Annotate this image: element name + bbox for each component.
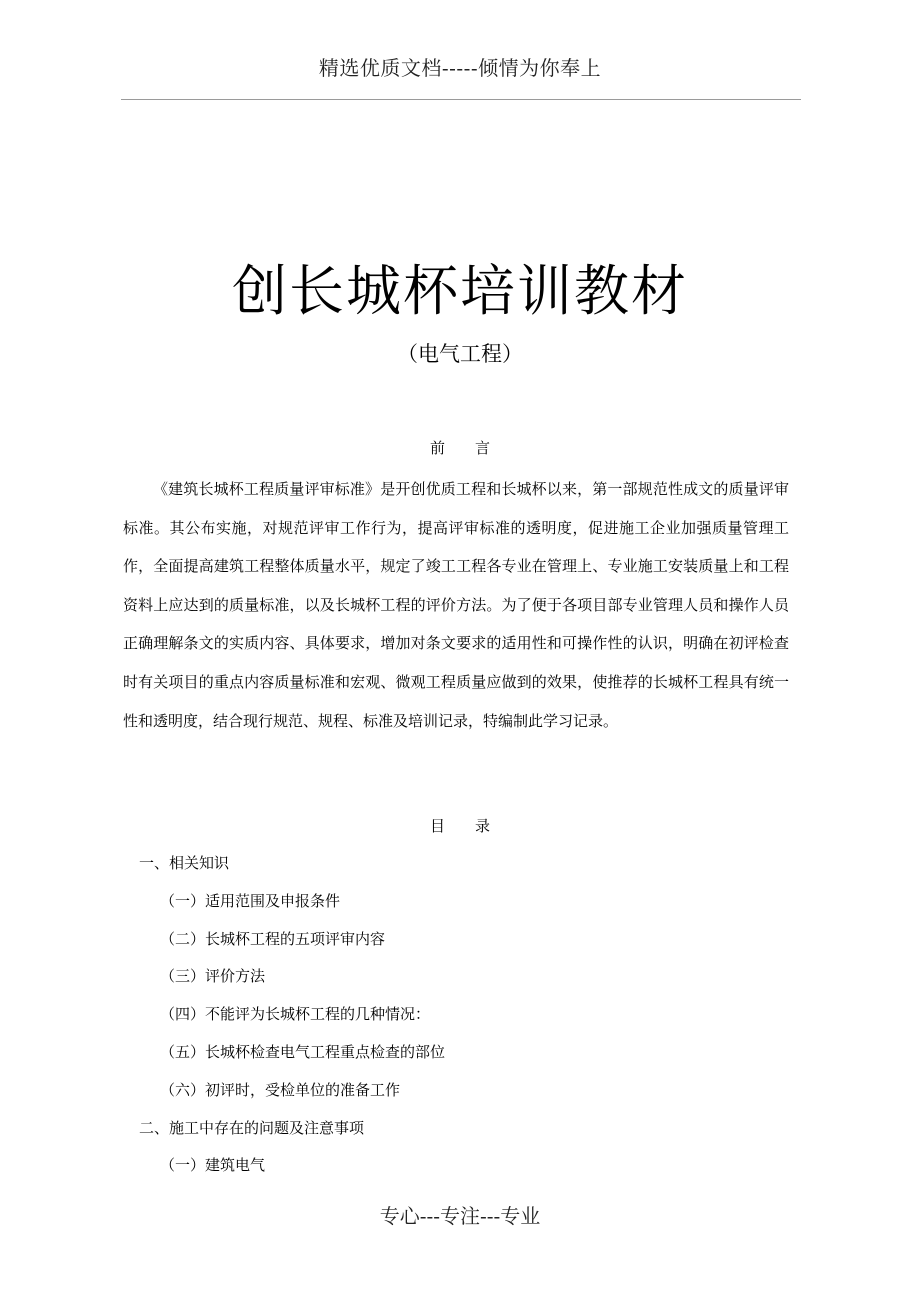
table-of-contents: [139, 850, 779, 1190]
toc-item: （一）建筑电气: [160, 1156, 266, 1175]
toc-item: （四）不能评为长城杯工程的几种情况：: [160, 1005, 431, 1024]
page-footer: 专心---专注---专业: [379, 1204, 541, 1228]
toc-item: （三）评价方法: [160, 967, 266, 986]
toc-item: （一）适用范围及申报条件: [160, 891, 341, 910]
preface-paragraph: 《建筑长城杯工程质量评审标准》是开创优质工程和长城杯以来，第一部规范性成文的质量评审标准。其公布实施，对规范评审工作行为，提高评审标准的透明度，促进施工企业加强质量管理工作，全面提高建筑工程整体质量水平，规定了竣工工程各专业在管理上、专业施工安装质量上和工程资料上应达到的质量标准，以及长城杯工程的评价方法。为了便于各项目部专业管理人员和操作人员正确理解条文的实质内容、具体要求，增加对条文要求的适用性和可操作性的认识，明确在初评检查时有关项目的重点内容质量标准和宏观、微观工程质量应做到的效果，使推荐的长城杯工程具有统一性和透明度，结合现行规范、规程、标准及培训记录，特编制此学习记录。: [123, 480, 789, 730]
toc-item: （二）长城杯工程的五项评审内容: [160, 929, 386, 948]
preface-heading: 前 言: [429, 439, 490, 457]
page-header: 精选优质文档-----倾情为你奉上: [318, 56, 602, 80]
document-subtitle: （电气工程）: [397, 342, 523, 366]
header-divider: [121, 99, 801, 100]
document-title: 创长城杯培训教材: [231, 259, 688, 323]
toc-item: （五）长城杯检查电气工程重点检查的部位: [160, 1042, 446, 1061]
toc-item: （六）初评时，受检单位的准备工作: [160, 1080, 401, 1099]
toc-item: 二、施工中存在的问题及注意事项: [139, 1118, 365, 1137]
toc-heading: 目 录: [429, 817, 490, 835]
toc-item: 一、相关知识: [139, 854, 230, 872]
